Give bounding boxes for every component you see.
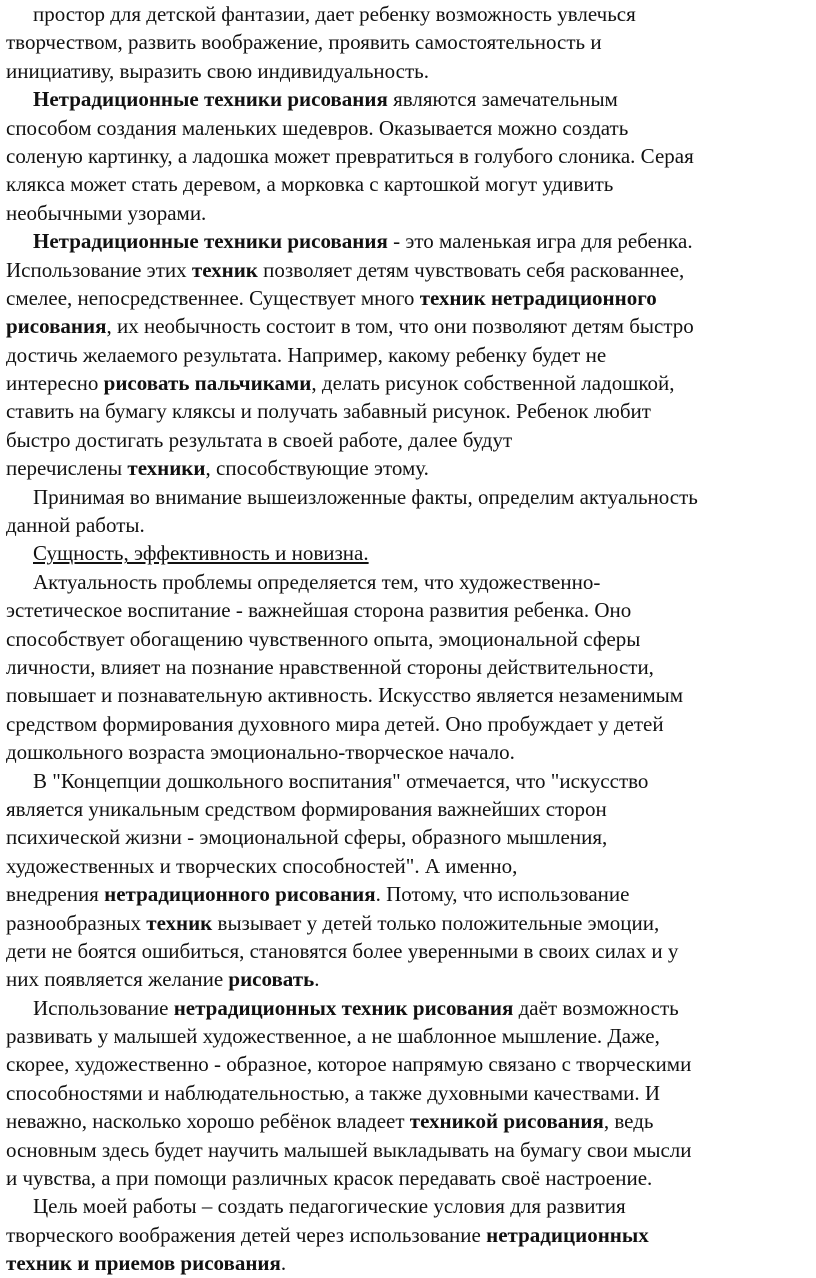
text-line: рисования, их необычность состоит в том, что они позволяют детям быстро <box>6 314 694 339</box>
text-line: быстро достигать результата в своей работе, далее будут <box>6 427 513 452</box>
text-line: ставить на бумагу кляксы и получать забавный рисунок. Ребенок любит <box>6 399 651 424</box>
text-line: Принимая во внимание вышеизложенные факты, определим актуальность <box>33 484 698 509</box>
text-line: Сущность, эффективность и новизна. <box>33 541 369 566</box>
text-line: скорее, художественно - образное, которое напрямую связано с творческими <box>6 1052 692 1077</box>
text-line: смелее, непосредственнее. Существует много техник нетрадиционного <box>6 285 657 310</box>
section-heading <box>6 539 810 567</box>
text-line: них появляется желание рисовать. <box>6 967 320 992</box>
text-line: техник и приемов рисования. <box>6 1251 287 1276</box>
paragraph <box>6 994 810 1193</box>
text-line: инициативу, выразить свою индивидуальность. <box>6 58 430 83</box>
text-line: является уникальным средством формирования важнейших сторон <box>6 796 607 821</box>
paragraph <box>6 1192 810 1277</box>
text-line: творчеством, развить воображение, проявить самостоятельность и <box>6 30 602 55</box>
paragraph <box>6 227 810 483</box>
text-line: эстетическое воспитание - важнейшая сторона развития ребенка. Оно <box>6 598 632 623</box>
paragraph-continuation <box>6 0 810 85</box>
text-line: необычными узорами. <box>6 200 207 225</box>
text-line: Нетрадиционные техники рисования являются замечательным <box>33 87 618 112</box>
text-line: творческого воображения детей через использование нетрадиционных <box>6 1222 649 1247</box>
text-line: достичь желаемого результата. Например, какому ребенку будет не <box>6 342 607 367</box>
text-line: дошкольного возраста эмоционально-творческое начало. <box>6 740 515 765</box>
text-line: данной работы. <box>6 513 145 538</box>
paragraph <box>6 568 810 767</box>
text-line: Цель моей работы – создать педагогические условия для развития <box>33 1194 626 1219</box>
text-line: способствует обогащению чувственного опыта, эмоциональной сферы <box>6 626 641 651</box>
paragraph <box>6 483 810 540</box>
text-line: простор для детской фантазии, дает ребенку возможность увлечься <box>33 2 636 26</box>
paragraph <box>6 85 810 227</box>
text-line: основным здесь будет научить малышей выкладывать на бумагу свои мысли <box>6 1137 692 1162</box>
text-line: неважно, насколько хорошо ребёнок владеет техникой рисования, ведь <box>6 1109 654 1134</box>
text-line: разнообразных техник вызывает у детей только положительные эмоции, <box>6 910 660 935</box>
text-line: внедрения нетрадиционного рисования. Потому, что использование <box>6 882 630 907</box>
text-line: В "Концепции дошкольного воспитания" отмечается, что "искусство <box>33 768 649 793</box>
text-line: и чувства, а при помощи различных красок передавать своё настроение. <box>6 1166 653 1191</box>
text-line: художественных и творческих способностей". А именно, <box>6 853 518 878</box>
text-line: личности, влияет на познание нравственной стороны действительности, <box>6 654 654 679</box>
text-line: дети не боятся ошибиться, становятся более уверенными в своих силах и у <box>6 938 679 963</box>
text-line: Актуальность проблемы определяется тем, что художественно- <box>33 569 601 594</box>
text-line: клякса может стать деревом, а морковка с картошкой могут удивить <box>6 172 614 197</box>
text-line: способом создания маленьких шедевров. Оказывается можно создать <box>6 115 629 140</box>
text-line: перечислены техники, способствующие этому. <box>6 456 429 481</box>
text-line: Использование этих техник позволяет детям чувствовать себя раскованнее, <box>6 257 685 282</box>
text-line: интересно рисовать пальчиками, делать рисунок собственной ладошкой, <box>6 371 675 396</box>
text-line: способностями и наблюдательностью, а также духовными качествами. И <box>6 1080 661 1105</box>
paragraph <box>6 767 810 994</box>
text-line: соленую картинку, а ладошка может превратиться в голубого слоника. Серая <box>6 143 694 168</box>
text-line: повышает и познавательную активность. Искусство является незаменимым <box>6 683 684 708</box>
text-line: средством формирования духовного мира детей. Оно пробуждает у детей <box>6 711 664 736</box>
text-line: Нетрадиционные техники рисования - это маленькая игра для ребенка. <box>33 229 693 254</box>
text-line: Использование нетрадиционных техник рисования даёт возможность <box>33 995 679 1020</box>
text-line: психической жизни - эмоциональной сферы, образного мышления, <box>6 825 608 850</box>
text-line: развивать у малышей художественное, а не шаблонное мышление. Даже, <box>6 1024 660 1049</box>
